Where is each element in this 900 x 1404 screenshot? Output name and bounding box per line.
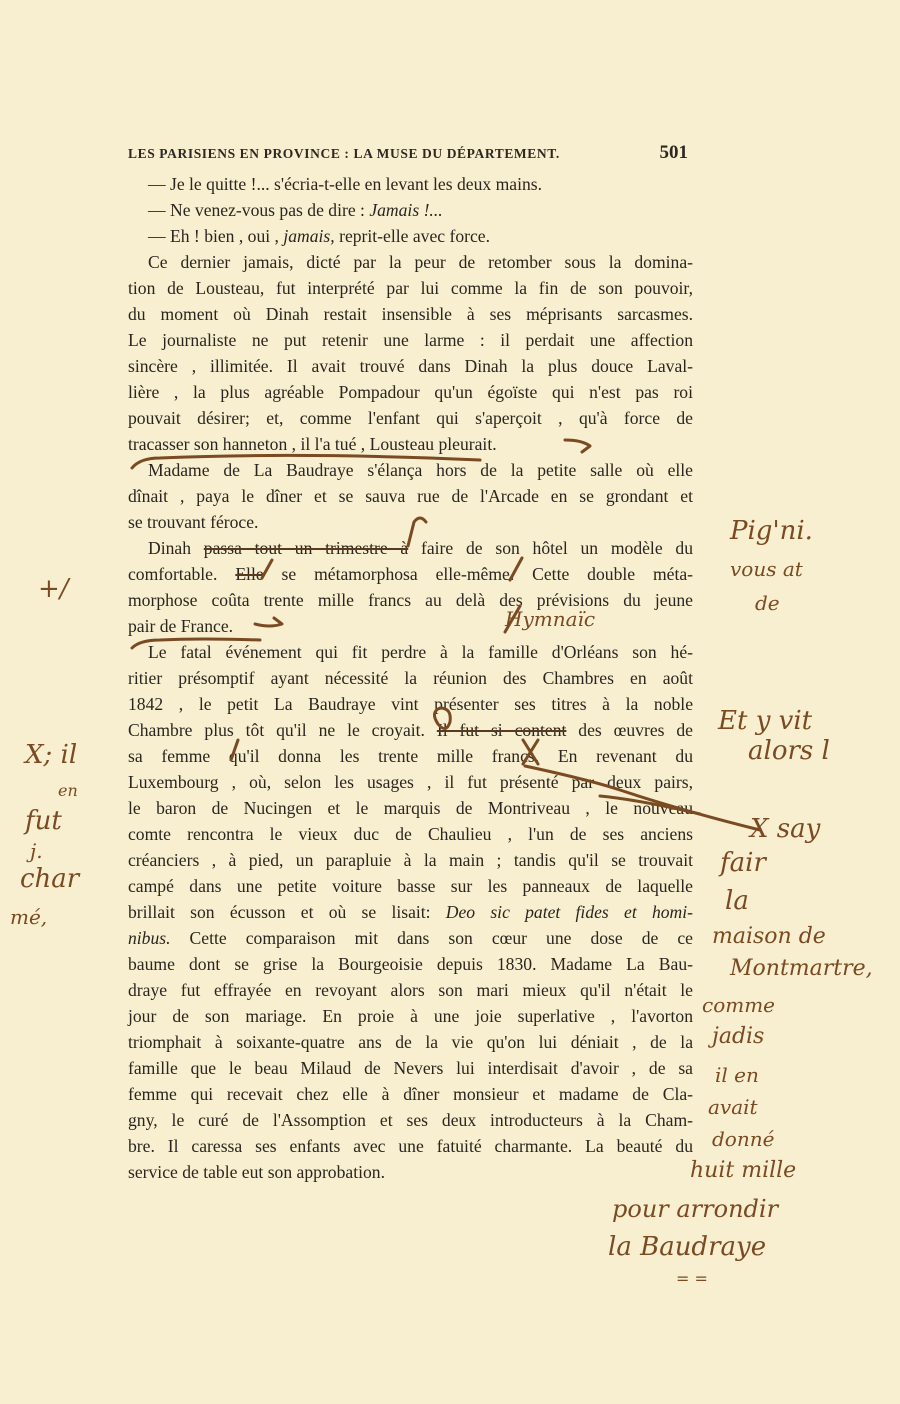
margin-note: j.: [30, 839, 43, 863]
margin-note: alors l: [748, 736, 830, 766]
deleted-text: Elle: [235, 564, 264, 584]
text-line: Chambre plus tôt qu'il ne le croyait. Il fut si content des œuvres de: [128, 720, 693, 740]
margin-note: fair: [720, 848, 766, 878]
body-text: [128, 171, 693, 1185]
text-line: tracasser son hanneton , il l'a tué , Lousteau pleurait.: [128, 434, 497, 454]
margin-note: en: [58, 781, 78, 800]
text-line: comte rencontra le vieux duc de Chaulieu , l'un de ses anciens: [128, 824, 693, 844]
text-line: Luxembourg , où, selon les usages , il fut présenté par deux pairs,: [128, 772, 693, 792]
margin-note: avait: [708, 1095, 758, 1119]
text-line: lière , la plus agréable Pompadour qu'un égoïste qui n'est pas roi: [128, 382, 693, 402]
margin-note: il en: [715, 1063, 759, 1087]
text-line: sincère , illimitée. Il avait trouvé dans Dinah la plus douce Laval-: [128, 356, 693, 376]
page-number: 501: [659, 142, 688, 163]
margin-note: +/: [38, 574, 69, 604]
margin-note: X say: [750, 814, 821, 844]
text-line: se trouvant féroce.: [128, 512, 259, 532]
margin-note: comme: [702, 993, 776, 1017]
deleted-text: Il fut si content: [436, 720, 567, 740]
text-line: triomphait à soixante-quatre ans de la vie qu'on lui déniait , de la: [128, 1032, 693, 1052]
text-line: ritier présomptif ayant nécessité la réunion des Chambres en août: [128, 668, 693, 688]
text-line: — Ne venez-vous pas de dire : Jamais !...: [148, 200, 443, 220]
margin-note: Montmartre,: [730, 956, 873, 981]
text-line: Dinah passa tout un trimestre à faire de son hôtel un modèle du: [148, 538, 693, 558]
margin-note: mé,: [10, 905, 48, 929]
text-line: du moment où Dinah restait insensible à ses méprisants sarcasmes.: [128, 304, 693, 324]
margin-note: huit mille: [690, 1158, 797, 1183]
margin-note: fut: [25, 806, 62, 836]
margin-note: pour arrondir: [612, 1195, 779, 1223]
text-line: créanciers , à pied, un parapluie à la main ; tandis qu'il se trouvait: [128, 850, 693, 870]
margin-note: Pig'ni.: [730, 516, 813, 546]
text-line: Ce dernier jamais, dicté par la peur de retomber sous la domina-: [148, 252, 693, 272]
deleted-text: passa tout un trimestre à: [203, 538, 409, 558]
text-line: service de table eut son approbation.: [128, 1162, 385, 1182]
text-line: dînait , paya le dîner et se sauva rue de l'Arcade en se grondant et: [128, 486, 693, 506]
margin-note: X; il: [25, 740, 78, 770]
text-line: jour de son mariage. En proie à une joie superlative , l'avorton: [128, 1006, 693, 1026]
margin-note: jadis: [712, 1024, 765, 1049]
margin-note: maison de: [712, 924, 826, 949]
text-line: campé dans une petite voiture basse sur les panneaux de laquelle: [128, 876, 693, 896]
text-line: 1842 , le petit La Baudraye vint présenter ses titres à la noble: [128, 694, 693, 714]
margin-note: = =: [676, 1269, 708, 1288]
text-line: nibus. Cette comparaison mit dans son cœur une dose de ce: [128, 928, 693, 948]
text-line: Le journaliste ne put retenir une larme : il perdait une affection: [128, 330, 693, 350]
text-line: sa femme qu'il donna les trente mille francs. En revenant du: [128, 746, 693, 766]
text-line: Le fatal événement qui fit perdre à la famille d'Orléans son hé-: [148, 642, 693, 662]
motto-text: Deo sic patet fides et homi-: [445, 902, 693, 922]
text-line: le baron de Nucingen et le marquis de Montriveau , le nouveau: [128, 798, 693, 818]
text-line: Madame de La Baudraye s'élança hors de la petite salle où elle: [148, 460, 693, 480]
text-line: tion de Lousteau, fut interprété par lui comme la fin de son pouvoir,: [128, 278, 693, 298]
text-line: baume dont se grise la Bourgeoisie depuis 1830. Madame La Bau-: [128, 954, 693, 974]
text-line: gny, le curé de l'Assomption et ses deux introducteurs à la Cham-: [128, 1110, 693, 1130]
margin-note: Et y vit: [718, 706, 813, 736]
margin-note: Hymnaïc: [505, 607, 596, 631]
text-line: — Je le quitte !... s'écria-t-elle en levant les deux mains.: [148, 174, 543, 194]
running-head: [128, 142, 688, 164]
margin-note: la: [725, 886, 749, 916]
margin-note: de: [755, 591, 780, 615]
text-line: famille que le beau Milaud de Nevers lui interdisait d'avoir , de sa: [128, 1058, 693, 1078]
text-line: — Eh ! bien , oui , jamais, reprit-elle avec force.: [148, 226, 490, 246]
margin-note: donné: [712, 1127, 775, 1151]
text-line: pouvait désirer; et, comme l'enfant qui s'aperçoit , qu'à force de: [128, 408, 693, 428]
margin-note: la Baudraye: [608, 1232, 767, 1262]
text-line: morphose coûta trente mille francs au delà des prévisions du jeune: [128, 590, 693, 610]
text-line: draye fut effrayée en revoyant alors son mari mieux qu'il n'était le: [128, 980, 693, 1000]
text-line: femme qui recevait chez elle à dîner monsieur et madame de Cla-: [128, 1084, 693, 1104]
text-line: pair de France.: [128, 616, 234, 636]
running-title: LES PARISIENS EN PROVINCE : LA MUSE DU DÉPARTEMENT.: [128, 146, 560, 161]
text-line: brillait son écusson et où se lisait: Deo sic patet fides et homi-: [128, 902, 693, 922]
text-line: comfortable. Elle se métamorphosa elle-même. Cette double méta-: [128, 564, 694, 584]
margin-note: char: [20, 864, 80, 894]
margin-note: vous at: [730, 557, 803, 581]
text-line: bre. Il caressa ses enfants avec une fatuité charmante. La beauté du: [128, 1136, 693, 1156]
